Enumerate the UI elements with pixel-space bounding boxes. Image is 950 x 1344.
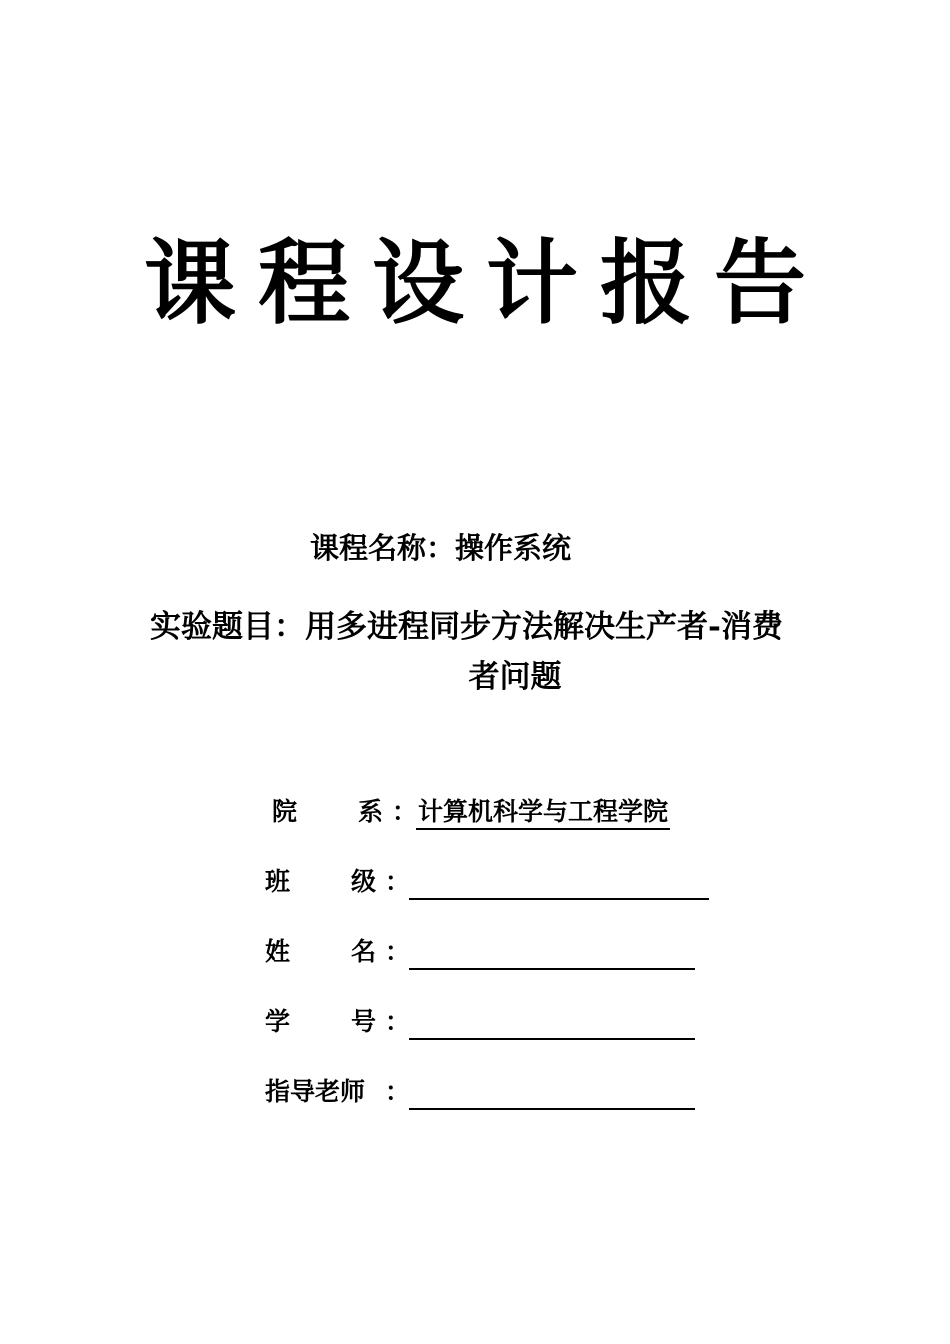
student-id-label: 学 号 xyxy=(265,1007,377,1036)
course-name-line xyxy=(310,526,571,570)
name-row xyxy=(265,932,695,972)
advisor-colon: ： xyxy=(385,1077,411,1106)
name-colon: ： xyxy=(385,937,411,966)
experiment-topic-value-line-1: 用多进程同步方法解决生产者-消费 xyxy=(305,609,783,645)
advisor-row xyxy=(265,1072,695,1112)
experiment-topic-label: 实验题目： xyxy=(150,609,305,645)
class-blank xyxy=(409,897,709,900)
experiment-topic-value-line-2: 者问题 xyxy=(468,659,562,695)
name-blank xyxy=(409,967,695,970)
class-colon: ： xyxy=(385,867,411,896)
advisor-blank xyxy=(409,1107,695,1110)
course-name-label: 课程名称： xyxy=(310,531,456,565)
experiment-topic xyxy=(150,602,870,702)
student-id-blank xyxy=(409,1037,695,1040)
department-value: 计算机科学与工程学院 xyxy=(416,796,670,830)
advisor-label: 指导老师 xyxy=(265,1077,366,1106)
class-label: 班 级 xyxy=(265,867,377,896)
report-title: 课程设计报告 xyxy=(143,229,828,337)
course-name-value: 操作系统 xyxy=(455,531,572,565)
department-label: 院 系 xyxy=(272,797,384,826)
experiment-topic-line-1 xyxy=(150,602,870,652)
department-row xyxy=(272,792,670,832)
student-id-row xyxy=(265,1002,695,1042)
class-row xyxy=(265,862,709,902)
department-colon: ： xyxy=(392,797,418,826)
student-id-colon: ： xyxy=(385,1007,411,1036)
name-label: 姓 名 xyxy=(265,937,377,966)
